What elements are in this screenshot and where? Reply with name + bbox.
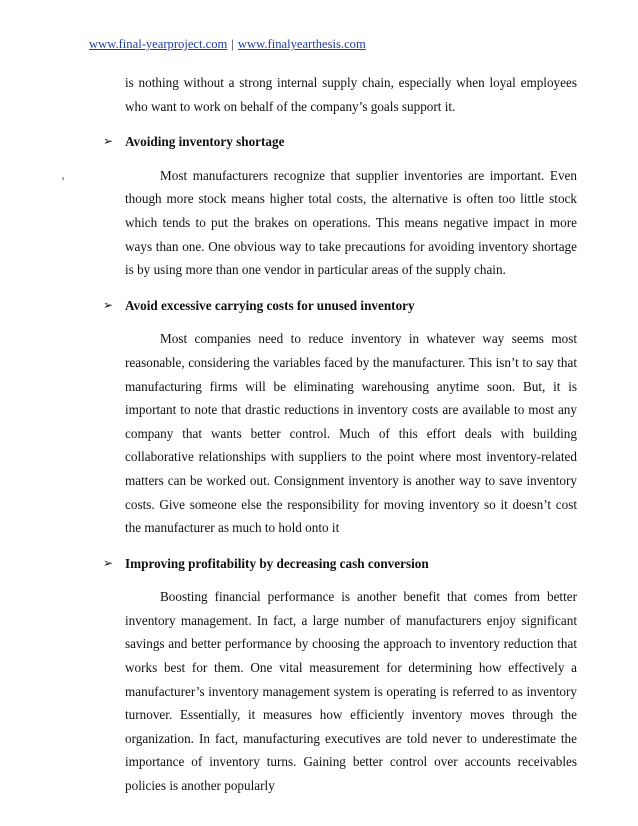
arrow-bullet-icon: ➢ bbox=[103, 297, 114, 312]
header-link-final-yearproject[interactable]: www.final-yearproject.com bbox=[89, 37, 228, 51]
section-paragraph-profitability: Boosting financial performance is another benefit that comes from better inventory management. In fact, a large number of manufacturers enjoy significant savings and better performance by choosing the approach to inventory reduction that works best for them. One vital measurement for determining how effectively a manufacturer’s inventory management system is operating is referred to as inventory turnover. Essentially, it measures how efficiently inventory moves through the organization. In fact, manufacturing executives are told never to underestimate the importance of inventory turns. Gaining better control over accounts receivables policies is another popularly bbox=[125, 589, 577, 794]
section-heading-text: Improving profitability by decreasing cash conversion bbox=[125, 555, 429, 571]
header-separator: | bbox=[231, 37, 234, 51]
section-heading-profitability bbox=[103, 552, 577, 576]
section-heading-carrying-costs bbox=[103, 294, 577, 318]
section-paragraph-carrying-costs: Most companies need to reduce inventory in whatever way seems most reasonable, considering the variables faced by the manufacturer. This isn’t to say that manufacturing firms will be eliminating warehousing anytime soon. But, it is important to note that drastic reductions in inventory costs are available to most any company that wants better control. Much of this effort deals with building collaborative relationships with suppliers to the point where most inventory-related matters can be worked out. Consignment inventory is another way to save inventory costs. Give someone else the responsibility for moving inventory so it doesn’t cost the manufacturer as much to hold onto it bbox=[125, 331, 577, 536]
arrow-bullet-icon: ➢ bbox=[103, 555, 114, 570]
section-heading-inventory-shortage bbox=[103, 130, 577, 154]
section-heading-text: Avoiding inventory shortage bbox=[125, 134, 285, 150]
margin-mark: ' bbox=[62, 174, 65, 188]
intro-paragraph: is nothing without a strong internal supply chain, especially when loyal employees who want to work on behalf of the company’s goals support it. bbox=[125, 75, 577, 114]
section-heading-text: Avoid excessive carrying costs for unused inventory bbox=[125, 297, 415, 313]
arrow-bullet-icon: ➢ bbox=[103, 134, 114, 149]
page-header bbox=[89, 37, 366, 52]
header-link-finalyearthesis[interactable]: www.finalyearthesis.com bbox=[237, 37, 366, 51]
document-body bbox=[103, 71, 577, 798]
section-paragraph-inventory-shortage: Most manufacturers recognize that supplier inventories are important. Even though more stock means higher total costs, the alternative is often too little stock which tends to put the brakes on operations. This means negative impact in more ways than one. One obvious way to take precautions for avoiding inventory shortage is by using more than one vendor in particular areas of the supply chain. bbox=[125, 167, 577, 278]
